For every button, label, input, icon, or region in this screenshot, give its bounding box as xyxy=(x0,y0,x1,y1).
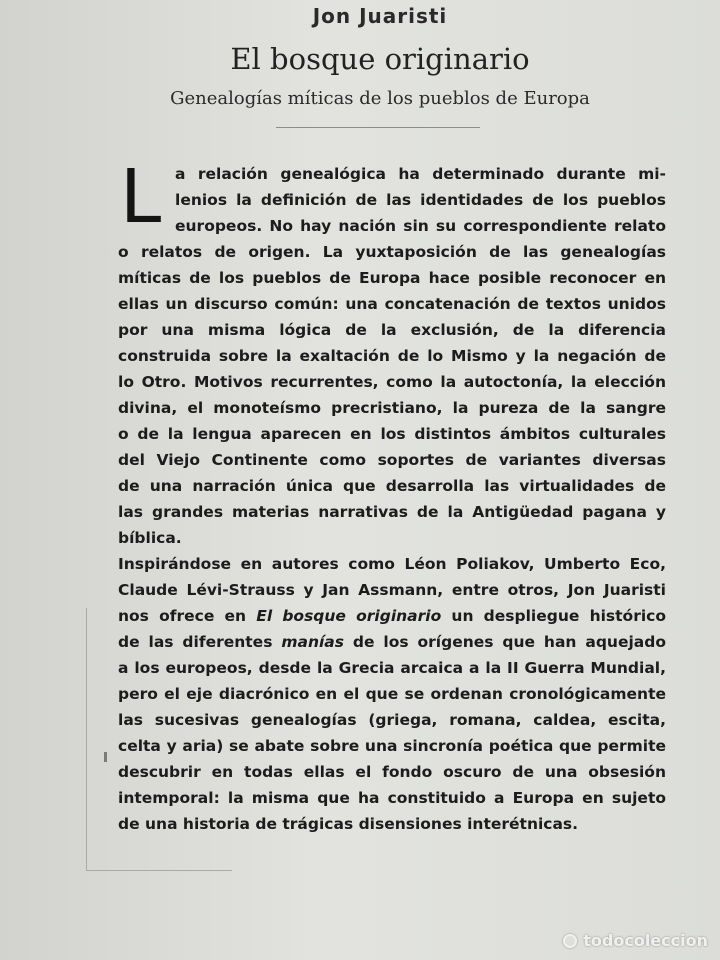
text-line: o relatos de origen. La yuxtaposición de las genealogías xyxy=(118,243,666,261)
text-line: pero el eje diacrónico en el que se ordenan cronológicamente xyxy=(118,685,666,703)
text-line: lenios la definición de las identidades de los pueblos xyxy=(175,191,666,209)
book-title: El bosque originario xyxy=(230,42,530,76)
drop-cap: L xyxy=(120,154,162,240)
text-line: construida sobre la exaltación de lo Mismo y la negación de xyxy=(118,347,666,365)
text-line: por una misma lógica de la exclusión, de la diferencia xyxy=(118,321,666,339)
text-line: a relación genealógica ha determinado durante mi- xyxy=(175,165,666,183)
italic-word: manías xyxy=(281,633,344,651)
text-line: intemporal: la misma que ha constituido a Europa en sujeto xyxy=(118,789,666,807)
book-title-italic: El bosque originario xyxy=(256,607,442,625)
margin-vertical-rule xyxy=(86,608,87,870)
text-segment: nos ofrece en xyxy=(118,607,257,625)
text-line: a los europeos, desde la Grecia arcaica a la II Guerra Mundial, xyxy=(118,659,666,677)
author-name: Jon Juaristi xyxy=(312,4,448,28)
text-line: o de la lengua aparecen en los distintos ámbitos culturales xyxy=(118,425,666,443)
margin-horizontal-rule xyxy=(86,870,232,871)
book-subtitle: Genealogías míticas de los pueblos de Europa xyxy=(170,88,590,109)
circle-logo-icon xyxy=(563,934,577,948)
text-segment: de las diferentes xyxy=(118,633,282,651)
text-line: Inspirándose en autores como Léon Poliakov, Umberto Eco, xyxy=(118,555,666,573)
text-line: de una narración única que desarrolla las virtualidades de xyxy=(118,477,666,495)
text-segment: de los orígenes que han aquejado xyxy=(343,633,666,651)
margin-mark xyxy=(104,752,107,762)
text-line: celta y aria) se abate sobre una sincronía poética que permite xyxy=(118,737,666,755)
text-line: bíblica. xyxy=(118,529,182,547)
text-line: las sucesivas genealogías (griega, romana, caldea, escita, xyxy=(118,711,666,729)
text-line-with-italic xyxy=(118,606,666,626)
text-line: ellas un discurso común: una concatenación de textos unidos xyxy=(118,295,666,313)
text-line-with-italic xyxy=(118,632,666,652)
text-line: descubrir en todas ellas el fondo oscuro de una obsesión xyxy=(118,763,666,781)
text-line: lo Otro. Motivos recurrentes, como la autoctonía, la elección xyxy=(118,373,666,391)
text-line: de una historia de trágicas disensiones interétnicas. xyxy=(118,815,579,833)
text-line: divina, el monoteísmo precristiano, la pureza de la sangre xyxy=(118,399,666,417)
watermark-text: todocoleccion xyxy=(583,931,708,950)
watermark xyxy=(563,931,708,950)
text-segment: un despliegue histórico xyxy=(441,607,666,625)
title-divider xyxy=(276,127,480,128)
text-line: del Viejo Continente como soportes de variantes diversas xyxy=(118,451,666,469)
text-line: Claude Lévi-Strauss y Jan Assmann, entre otros, Jon Juaristi xyxy=(118,581,666,599)
text-line: las grandes materias narrativas de la Antigüedad pagana y xyxy=(118,503,666,521)
text-line: europeos. No hay nación sin su correspondiente relato xyxy=(175,217,666,235)
text-line: míticas de los pueblos de Europa hace posible reconocer en xyxy=(118,269,666,287)
